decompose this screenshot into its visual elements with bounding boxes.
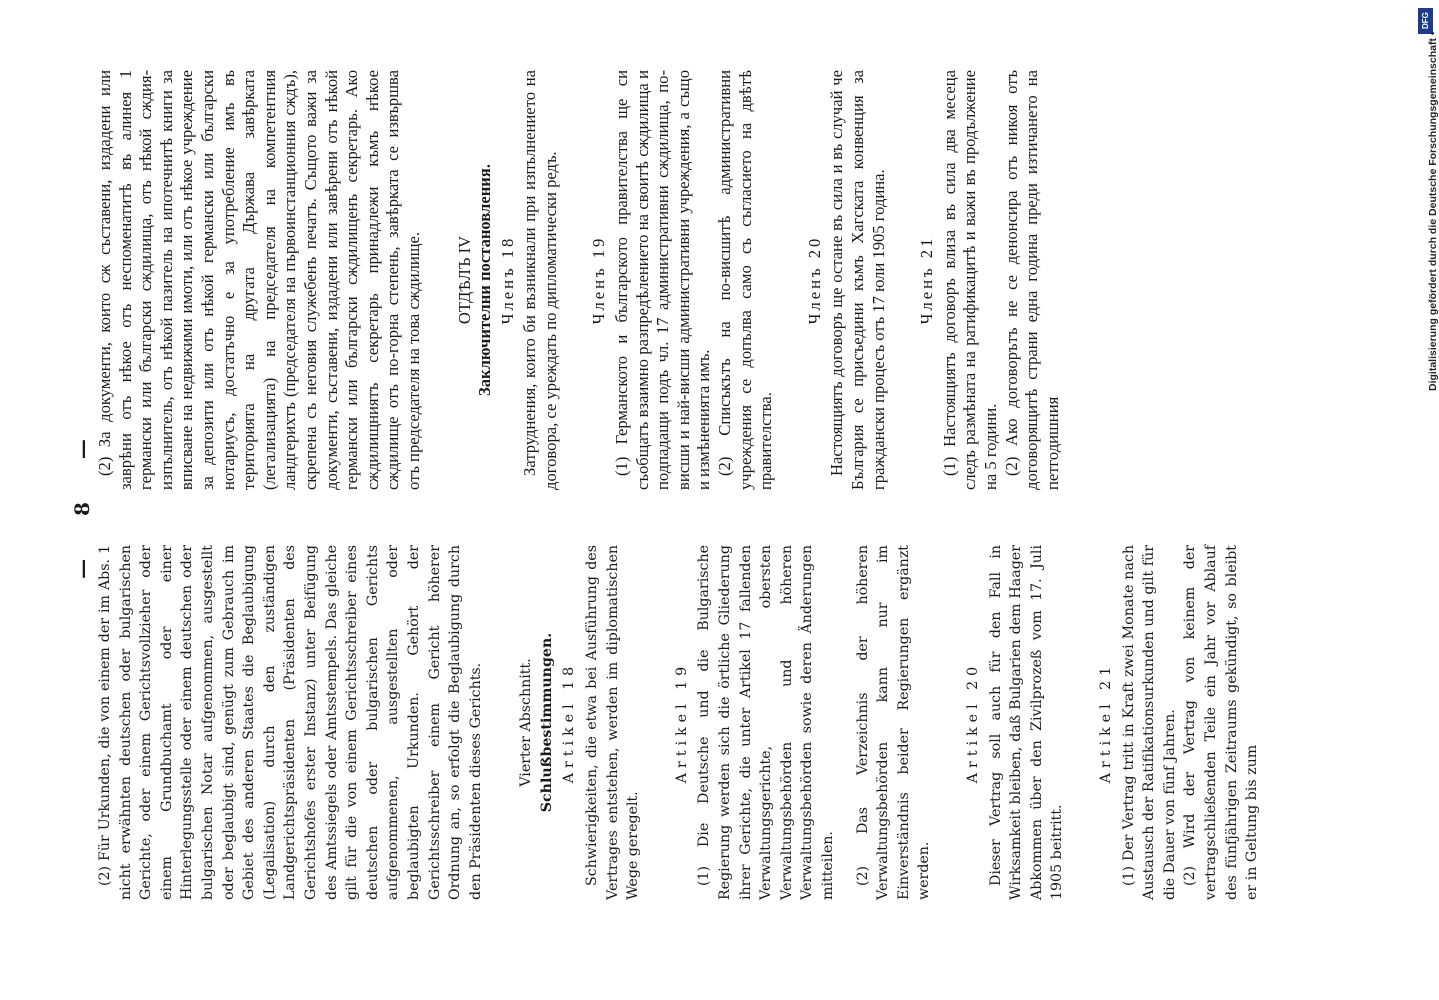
german-section-subtitle: Schlußbestimmungen. <box>538 632 555 813</box>
german-article-21-paragraph-2: (2) Wird der Vertrag von keinem der vertragschließenden Teile ein Jahr vor Ablauf des fünfjährigen Zeitraums gekündigt, so bleibt er in Geltung bis zum <box>1182 545 1261 900</box>
bulgarian-article-19-paragraph-2: (2) Списъкътъ на по-висшитѣ административни учреждения се допълва само съ съгласието на двѣтѣ правителства. <box>715 70 776 490</box>
digitization-credit <box>1416 8 1438 393</box>
german-article-20-text: Dieser Vertrag soll auch für den Fall in Wirksamkeit bleiben, daß Bulgarien dem Haager Abkommen über den Zivilprozeß vom 17. Juli 1905 beitritt. <box>987 545 1066 900</box>
german-article-18-heading: Artikel 18 <box>561 661 578 784</box>
bulgarian-article-20-text: Настоящиятъ договоръ ще остане въ сила и въ случай че България се присъедини къмъ Хагската конвенция за граждански процесъ отъ 17 юли 1905 година. <box>827 70 888 490</box>
german-article-18-text: Schwierigkeiten, die etwa bei Ausführung des Vertrages entstehen, werden im diplomatischen Wege geregelt. <box>584 545 642 900</box>
bulgarian-paragraph-continued: (2) За документи, които сж съставени, издадени или заврѣни отъ нѣкое отъ неспоменатитѣ въ алинея 1 германски или български сждилища, отъ нѣкой сждия-изпълнитель, отъ нѣкой пазитель на ипотечнитѣ книги за вписване на недвижими имоти, или отъ нѣкое учреждение за депозити или отъ нѣкой германски или български нотариусъ, достатъчно е за употребление имъ въ територията на другата Държава завѣрката (легализацията) на председателя на компетентния ландгерихтъ (председателя на първоинстанционния сждъ), скрепена съ неговия служебенъ печатъ. Същото важи за документи, съставени, издадени или завѣрени отъ нѣкой германски или български сждилищенъ секретарь. Ако сждилищниятъ секретарь принадлежи къмъ нѣкое сждилище отъ по-горна степень, завѣрката се извършва отъ председателя на това сждилище. <box>95 70 423 490</box>
german-article-21-heading: Artikel 21 <box>1097 661 1114 784</box>
bulgarian-article-19-heading: Членъ 19 <box>589 235 609 325</box>
bulgarian-article-20-heading: Членъ 20 <box>804 235 824 325</box>
german-article-19-paragraph-1: (1) Die Deutsche und die Bulgarische Regierung werden sich die örtliche Gliederung ihrer Gerichte, die unter Artikel 17 fallenden Verwaltungsgerichte, obersten Verwaltungsbehörden und höheren Verwaltungsbehörden sowie deren Änderungen mitteilen. <box>696 545 836 900</box>
bulgarian-column <box>95 70 1063 490</box>
german-article-19-heading: Artikel 19 <box>673 661 690 784</box>
german-column <box>95 545 1263 900</box>
dfg-logo: DFG <box>1418 8 1433 34</box>
page-number: — 8 — <box>70 421 94 579</box>
bulgarian-article-18-heading: Членъ 18 <box>497 235 517 325</box>
german-section-title: Vierter Abschnitt. <box>518 658 535 787</box>
digitization-credit-text: Digitalisierung gefördert durch die Deutsche Forschungsgemeinschaft • <box>1427 31 1439 391</box>
german-article-20-heading: Artikel 20 <box>964 661 981 784</box>
german-paragraph-continued: (2) Für Urkunden, die von einem der im Abs. 1 nicht erwähnten deutschen oder bulgarischen Gerichte, oder einem Gerichtsvollzieher oder einem Grundbuchamt oder einer Hinterlegungsstelle oder einem deutschen oder bulgarischen Notar aufgenommen, ausgestellt oder beglaubigt sind, genügt zum Gebrauch im Gebiet des anderen Staates die Beglaubigung (Legalisation) durch den zuständigen Landgerichtspräsidenten (Präsidenten des Gerichtshofes erster Instanz) unter Beifügung des Amtssiegels oder Amtsstempels. Das gleiche gilt für die von einem Gerichtsschreiber eines deutschen oder bulgarischen Gerichts aufgenommenen, ausgestellten oder beglaubigten Urkunden. Gehört der Gerichtsschreiber einem Gericht höherer Ordnung an, so erfolgt die Beglaubigung durch den Präsidenten dieses Gerichts. <box>97 545 484 900</box>
german-article-21-paragraph-1: (1) Der Vertrag tritt in Kraft zwei Monate nach Austausch der Ratifikationsurkunden und gilt für die Dauer von fünf Jahren. <box>1120 545 1178 900</box>
bulgarian-article-21-paragraph-1: (1) Настоящиятъ договоръ влиза въ сила два месеца следъ размѣната на ратификацитѣ и важи въ продължение на 5 години. <box>939 70 1000 490</box>
bulgarian-article-21-paragraph-2: (2) Ако договорътъ не се денонсира отъ никоя отъ договорящитѣ страни една година преди изтичането на петгодишния <box>1001 70 1062 490</box>
german-article-19-paragraph-2: (2) Das Verzeichnis der höheren Verwaltungsbehörden kann nur im Einverständnis beider Regierungen ergänzt werden. <box>854 545 933 900</box>
bulgarian-section-title: ОТДѢЛЪ IV <box>454 235 474 325</box>
bulgarian-section-subtitle: Заключителни постановления. <box>475 164 495 396</box>
bulgarian-article-18-text: Затруднения, които би възникнали при изпълнението на договора, се уреждать по дипломатически редъ. <box>520 70 560 490</box>
bulgarian-article-19-paragraph-1: (1) Германското и българското правителства ще си съобщатъ взаимно разпредѣлението на своитѣ сждилища и подпадащи подъ чл. 17 административни сждилища, по-висши и най-висши административни учреждения, а също и измѣненията имъ. <box>612 70 714 490</box>
bulgarian-article-21-heading: Членъ 21 <box>917 235 937 325</box>
